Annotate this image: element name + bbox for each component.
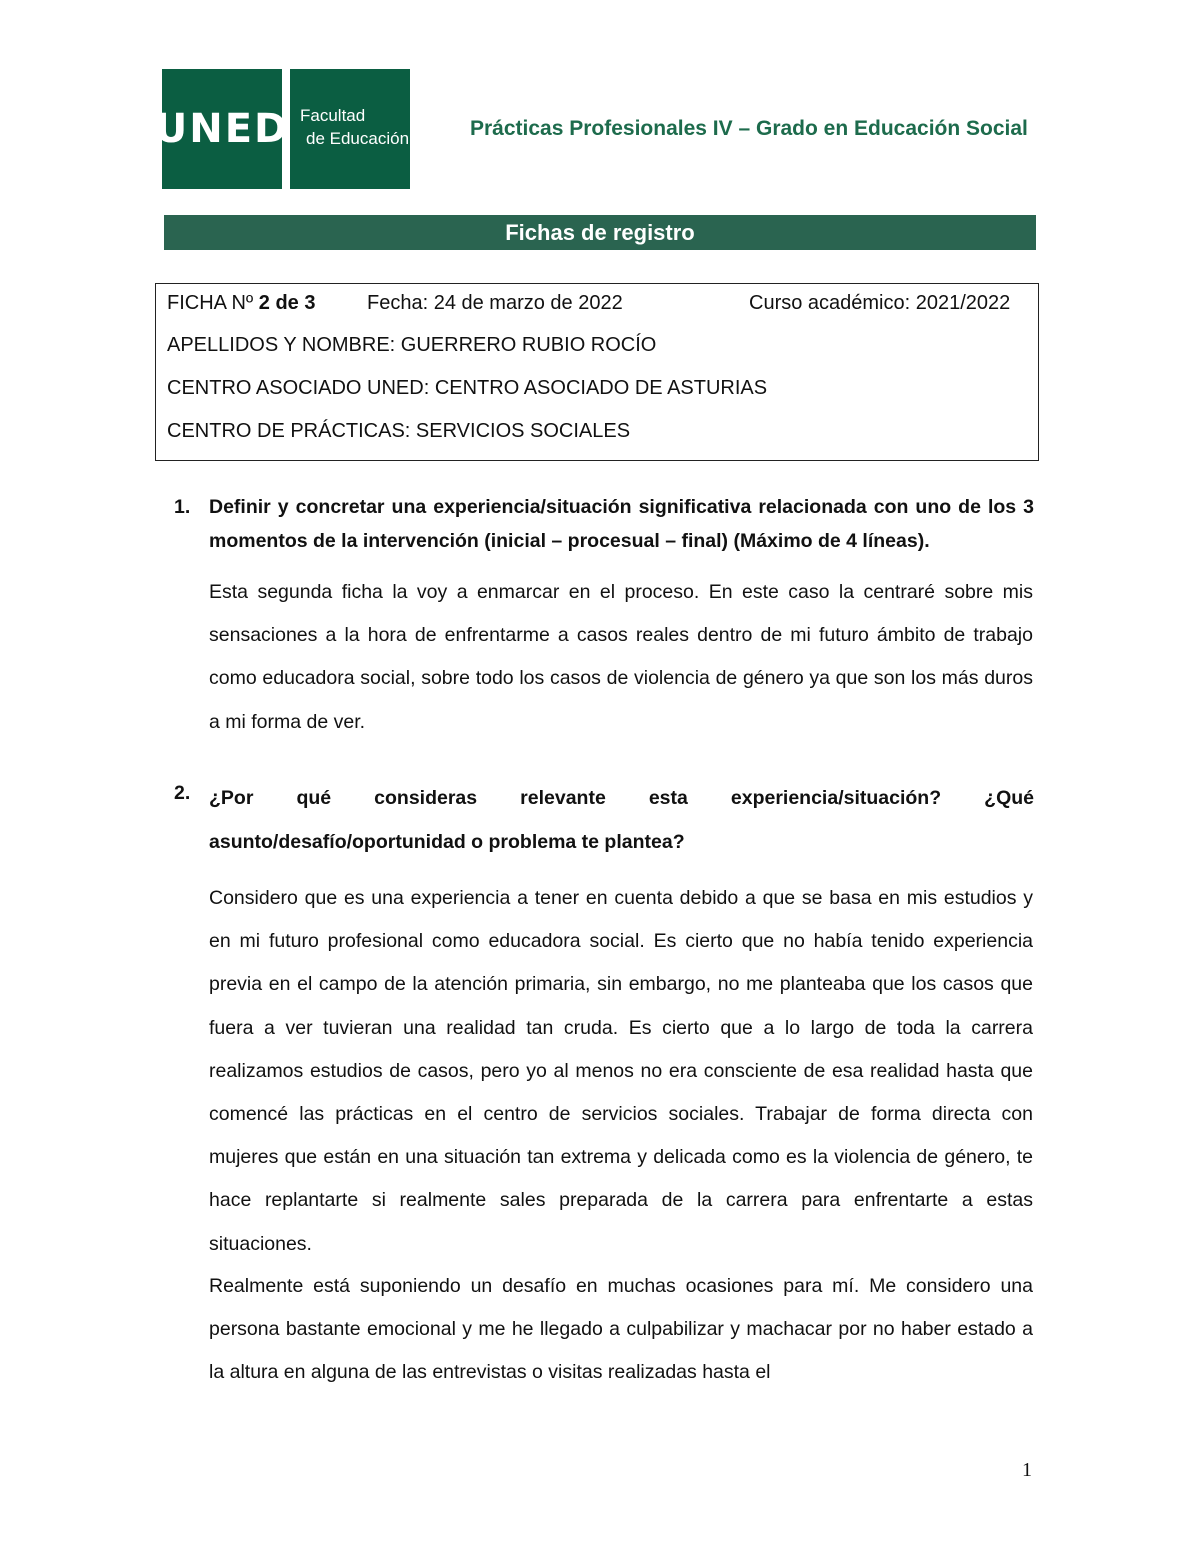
answer-2-paragraph-2: Realmente está suponiendo un desafío en muchas ocasiones para mí. Me considero una persona bastante emocional y me he llegado a culpabilizar y machacar por no haber estado a la altura en alguna de las entrevistas o visitas realizadas hasta el	[209, 1275, 1033, 1384]
ficha-number: 2 de 3	[258, 292, 316, 314]
facultad-line1: Facultad	[300, 106, 366, 125]
page-number: 1	[1022, 1459, 1032, 1481]
ficha-nombre: APELLIDOS Y NOMBRE: GUERRERO RUBIO ROCÍO	[167, 334, 657, 356]
ficha-prefix: FICHA Nº	[167, 292, 254, 314]
facultad-logo-box	[290, 69, 410, 189]
ficha-info-box	[155, 283, 1039, 461]
section-band-title: Fichas de registro	[164, 215, 1036, 250]
uned-logo-text: UNED	[154, 106, 290, 152]
question-2-text: ¿Por qué consideras relevante esta experiencia/situación? ¿Qué asunto/desafío/oportunidad o problema te plantea?	[209, 787, 1034, 853]
question-2-number: 2.	[174, 782, 191, 804]
uned-logo-mark	[154, 69, 290, 189]
question-1-text: Definir y concretar una experiencia/situación significativa relacionada con uno de los 3 momentos de la intervención (inicial – procesual – final) (Máximo de 4 líneas).	[209, 496, 1034, 552]
ficha-centro-practicas: CENTRO DE PRÁCTICAS: SERVICIOS SOCIALES	[167, 420, 631, 442]
uned-logo	[154, 69, 410, 189]
header-title: Prácticas Profesionales IV – Grado en Educación Social	[470, 117, 1028, 140]
question-1-number: 1.	[174, 496, 191, 518]
facultad-line2: de Educación	[306, 129, 410, 148]
answer-1-paragraph: Esta segunda ficha la voy a enmarcar en el proceso. En este caso la centraré sobre mis sensaciones a la hora de enfrentarme a casos reales dentro de mi futuro ámbito de trabajo como educadora social, sobre todo los casos de violencia de género ya que son los más duros a mi forma de ver.	[209, 581, 1033, 733]
answer-2-paragraph-1: Considero que es una experiencia a tener en cuenta debido a que se basa en mis estudios y en mi futuro profesional como educadora social. Es cierto que no había tenido experiencia previa en el campo de la atención primaria, sin embargo, no me planteaba que los casos que fuera a ver tuvieran una realidad tan cruda. Es cierto que a lo largo de toda la carrera realizamos estudios de casos, pero yo al menos no era consciente de esa realidad hasta que comencé las prácticas en el centro de servicios sociales. Trabajar de forma directa con mujeres que están en una situación tan extrema y delicada como es la violencia de género, te hace replantarte si realmente sales preparada de la carrera para enfrentarte a estas situaciones.	[209, 887, 1033, 1255]
ficha-curso: Curso académico: 2021/2022	[749, 292, 1011, 314]
ficha-centro-asociado: CENTRO ASOCIADO UNED: CENTRO ASOCIADO DE ASTURIAS	[167, 377, 768, 399]
ficha-row-header	[167, 292, 1011, 315]
ficha-fecha: Fecha: 24 de marzo de 2022	[367, 292, 623, 314]
